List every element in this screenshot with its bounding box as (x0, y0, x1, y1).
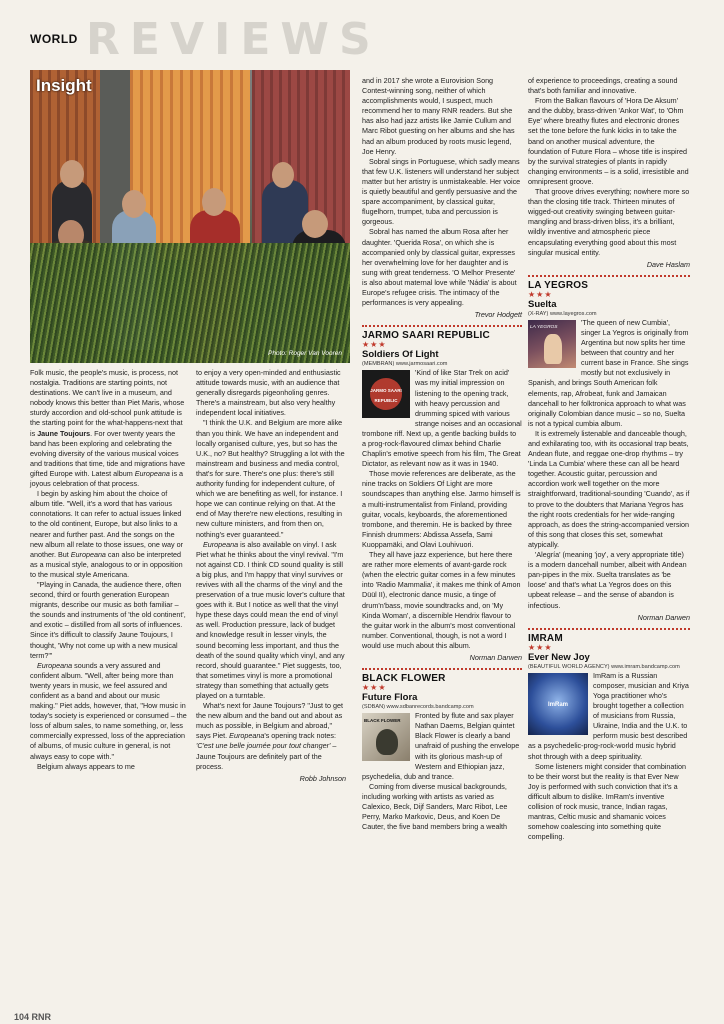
review-album: Ever New Joy (528, 651, 590, 663)
album-cover (528, 673, 588, 735)
review-paragraph: Those movie references are deliberate, as the nine tracks on Soldiers Of Light are more soundscapes than anything else. Jarmo himself is a multi-instrumentalist from Finland, providing guitar, vocals, keyboards, the aforementioned trombone, and theremin. He is backed by three Finnish drummers: Abdissa Assefa, Sami Kuoppamäki, and Olavi Louhivuori. (362, 469, 521, 549)
review-divider (362, 325, 522, 327)
review-artist: BLACK FLOWER (362, 673, 446, 685)
band-member-head (60, 160, 84, 188)
review-paragraph: 'Kind of like Star Trek on acid' was my initial impression on listening to the opening track, with heavy percussion and drumming spiced with various strange noises and an occasional trombone riff. Next up, a gentle backing builds to a prog-rock-flavoured climax behind Charlie Chaplin's emotive speech from his film, The Great Dictator, as relevant now as it was in 1940. (362, 368, 522, 469)
review-paragraph: Fronted by flute and sax player Nathan Daems, Belgian quintet Black Flower is clearly a band unafraid of pushing the envelope with its glorious mash-up of Western and Ethiopian jazz, psychedelia, dub and trance. (362, 711, 520, 781)
reviews-column-3 (362, 76, 522, 832)
review-author: Dave Haslam (646, 259, 690, 269)
review-la-yegros (528, 281, 690, 623)
feature-tag: Insight (36, 76, 92, 95)
cover-title: BLACK FLOWER (364, 718, 401, 724)
star-rating: ★★★ (362, 340, 387, 350)
review-jarmo-saari (362, 331, 522, 663)
review-paragraph: and in 2017 she wrote a Eurovision Song Contest-winning song, neither of which accomplishments would, I suspect, much recommend her to many RNR readers. But she has also had jazz artists like Jamie Cullum and Marc Ribot guesting on her albums and she has had an album produced by roots music legend, Joe Henry. (362, 76, 515, 156)
cover-title: JARMO SAARI REPUBLIC (370, 388, 402, 404)
feature-paragraph: Europeana is also available on vinyl. I ask Piet what he thinks about the vinyl revival. "I'm not against CD. I think CD sound quality is still a big plus, and I'm happy that vinyl survives or revives with all the charms of the vinyl and the preservation of a true music lover's culture that goes with it. But I notice as well that the vinyl hype these days could mean the end of vinyl as well. Production pressure, lack of budget and knowledge result in lesser vinyls, the sound becoming less important, and thus the death of the sound quality which vinyl, and any record, should guarantee." Piet suggests, too, that sometimes vinyl is more a promotional strategy than something that actually gets played on a turntable. (196, 539, 345, 700)
review-paragraph: That groove drives everything; nowhere more so than the closing title track. Thirteen minutes of wigged-out creativity swinging between guitar-mangling and brass-driven bliss, it's a brilliant, wildly inventive and atmospheric piece encapsulating everything good about this most singular musical entity. (528, 187, 690, 257)
review-author: Norman Darwen (637, 612, 690, 622)
star-rating: ★★★ (528, 289, 553, 299)
star-rating: ★★★ (528, 642, 553, 652)
page-folio: 104 RNR (14, 1012, 52, 1022)
review-paragraph: Some listeners might consider that combination to be their worst but the reality is that Ever New Joy is performed with such conviction that it's a difficult album to dislike. ImRam's inventive collision of rock music, trance, Indian ragas, mantras, Celtic music and shamanic voices somehow coalescing into something quite compelling. (528, 761, 687, 842)
page-header (14, 14, 714, 65)
review-paragraph: ImRam is a Russian composer, musician and Kriya Yoga practitioner who's brought together a collection of musicians from Russia, Ukraine, India and the U.K. to perform music best described as a psychedelic-prog-rock-world music hybrid shot through with a deep spirituality. (528, 670, 689, 761)
cover-title: LA YEGROS (530, 324, 558, 330)
cover-figure (544, 334, 562, 364)
review-paragraph: Coming from diverse musical backgrounds, including working with artists as varied as Calexico, Beck, Dijf Sanders, Marc Ribot, Lee Perry, Marko Markovic, Deus, and Koen De Cauter, the five band members bring a wealth (362, 781, 508, 832)
album-cover (362, 713, 410, 761)
review-paragraph: 'The queen of new Cumbia', singer La Yegros is originally from Argentina but now splits her time between that country and her current base in France. She sings mostly but not exclusively in Spanish, and brings South American folk elements, rap, Afrobeat, funk and Jamaican dancehall to her folktronica approach to what was originally Colombian dance music – so no, Suelta is not a typical cumbia album. (528, 317, 689, 428)
tall-grass (30, 243, 350, 363)
review-paragraph: of experience to proceedings, creating a sound that's both familiar and innovative. (528, 76, 678, 96)
feature-paragraph: I begin by asking him about the choice of album title. "Well, it's a word that has various connotations. It can refer to actual issues linked to the old continent, Europe, but also links to a nearer and further past. And the songs on the new album all relate to those issues, one way or another. But Europeana can also be interpreted as a musical style, analogous to or in opposition to the musical style Americana. (30, 489, 184, 579)
feature-paragraph: to enjoy a very open-minded and enthusiastic attitude towards music, with an audience that generally disregards pigeonholing genres. There's a mainstream, but also very healthy independent local initiatives. (196, 368, 341, 418)
review-label: (X-RAY) www.layegros.com (528, 310, 597, 317)
feature-paragraph: What's next for Jaune Toujours? "Just to get the new album and the band out and about as much as possible, in Belgium and abroad," says Piet. Europeana's opening track notes: 'C'est une belle journée pour tout changer' – Jaune Toujours are definitely part of the process. (196, 701, 344, 771)
review-paragraph: 'Alegría' (meaning 'joy', a very appropriate title) is a modern dancehall number, albeit with Andean pan-pipes in the mix. Suelta translates as 'be loose' and that's what La Yegros does on this upbeat release – and the sense of abandon is infectious. (528, 550, 687, 610)
review-artist: LA YEGROS (528, 279, 589, 291)
reviews-column-4 (528, 76, 690, 842)
review-artist: IMRAM (528, 632, 563, 644)
section-watermark: REVIEWS (86, 14, 381, 65)
review-paragraph: From the Balkan flavours of 'Hora De Aksum' and the dubby, brass-driven 'Ankor Wat', to 'Ohm Eye' where breathy flutes and electronic drones set the tone before the funk kicks in to take the band on another musical adventure, the foundation of Future Flora – whose title is inspired by the survival strategies of plants in rapidly changing environments – is a solid, irresistible and omnipresent groove. (528, 96, 689, 186)
album-cover (528, 320, 576, 368)
review-divider (528, 628, 690, 630)
feature-column-1 (30, 368, 188, 772)
review-album: Soldiers Of Light (362, 349, 439, 361)
review-album: Suelta (528, 298, 557, 310)
review-divider (362, 668, 522, 670)
review-author: Norman Darwen (469, 652, 522, 662)
feature-paragraph: "I think the U.K. and Belgium are more alike than you think. We have an independent and locally organised culture, yes, but so has the U.K., no? But healthy? Struggling a lot with the mainstream and business and media control, that's for sure. There's one plus: there's still authority funding for independent culture, of which we are benefiting as well, for instance. I hope we can continue relying on that. At the end of May there're new elections, resulting in new culture ministers, and from then on, nothing's ever guaranteed." (196, 418, 345, 539)
band-member-head (272, 162, 294, 188)
review-album: Future Flora (362, 692, 418, 704)
band-member-head (202, 188, 226, 216)
review-paragraph: It is extremely listenable and danceable though, and exhilarating too, with its occasional trap beats, Andean flute, and reggae one-drop rhythms – try 'Linda La Cumbia' where these can all be heard together. Acoustic guitar, percussion and accordion work well together on the more straightforward, traditional-sounding 'Cuando', as if to prove to the doubters that Mariana Yegros has the right roots credentials for her wide-ranging approach, as does the string-accompanied version of this song that closes this set, somewhat atypically. (528, 428, 690, 549)
review-imram (528, 634, 690, 843)
review-label: (MEMBRAN) www.jarmosaari.com (362, 361, 448, 368)
review-black-flower (362, 674, 522, 832)
review-paragraph: Sobral sings in Portuguese, which sadly means that few U.K. listeners will understand her subject matter but her artistry is unmistakeable. Her voice is quietly beautiful and gently persuasive and the spare accompaniment, by classical guitar, flugelhorn, trumpet, tuba and percussion is gorgeous. (362, 156, 521, 227)
review-artist: JARMO SAARI REPUBLIC (362, 330, 490, 342)
feature-column-2 (196, 368, 346, 784)
review-label: (BEAUTIFUL WORLD AGENCY) www.imram.bandcamp.com (528, 663, 680, 670)
feature-author: Robb Johnson (299, 773, 346, 783)
band-member-head (122, 190, 146, 218)
photo-credit: Photo: Roger Van Vooren (268, 350, 342, 357)
review-paragraph: Sobral has named the album Rosa after her daughter. 'Querida Rosa', on which she is accompanied only by classical guitar, expresses her overwhelming love for her daughter and is sung with great tenderness. 'O Melhor Presente' is also about maternal love while 'Nádia' is about Europe's refugee crisis. The intimacy of the performances is very appealing. (362, 227, 517, 308)
album-cover (362, 370, 410, 418)
feature-paragraph: Folk music, the people's music, is process, not nostalgia. Traditions are starting points, not destinations. We can't live in a museum, and nobody knows this better than Piet Maris, whose sturdy accordion and old-school punk attitude is the starting point for the what-happens-next that is Jaune Toujours. For over twenty years the band has been exploring and celebrating the evolving diversity of the various musical voices and traditions that time, tide and migrations have gifted Europe with. Latest album Europeana is a joyous celebration of that process. (30, 368, 186, 489)
cover-figure (376, 729, 398, 755)
feature-paragraph: Europeana sounds a very assured and confident album. "Well, after being more than twenty years in music, we feel assured and confident as a band and about our music making." Piet adds, however, that, "How music in today's society is experienced or consumed – the loss of album sales, to name something, or, less commercially expressed, loss of the appreciation of albums, of music culture in general, is not always easy to cope with." (30, 660, 187, 761)
band-member-head (302, 210, 328, 238)
feature-paragraph: Belgium always appears to me (37, 761, 135, 771)
review-label: (SDBAN) www.sdbanrecords.bandcamp.com (362, 704, 474, 711)
cover-title: ImRam (547, 701, 568, 708)
star-rating: ★★★ (362, 683, 387, 693)
review-paragraph: They all have jazz experience, but here there are rather more elements of avant-garde rock (when the electric guitar comes in a few minutes into 'Radio Mammalia', it makes me think of Amon Düül II), electronic dance music, a tinge of drum'n'bass, movie soundtracks and, on 'My Kinda Woman', a discernible Hendrix flavour to the guitar work in the album's most conventional number. Conventional, though, is not a word I would use much about this album. (362, 550, 521, 650)
section-title: WORLD (30, 32, 78, 46)
feature-photo (30, 70, 350, 363)
feature-paragraph: "Playing in Canada, the audience there, often second, third or fourth generation European migrants, describe our music as both familiar – the sounds and instruments of 'the old continent', and exotic – distilled from all sorts of influences. Since it's difficult to classify Jaune Toujours, I thought, 'Why not come up with a new musical term?'" (30, 579, 186, 660)
review-divider (528, 275, 690, 277)
review-author: Trevor Hodgett (474, 310, 522, 320)
